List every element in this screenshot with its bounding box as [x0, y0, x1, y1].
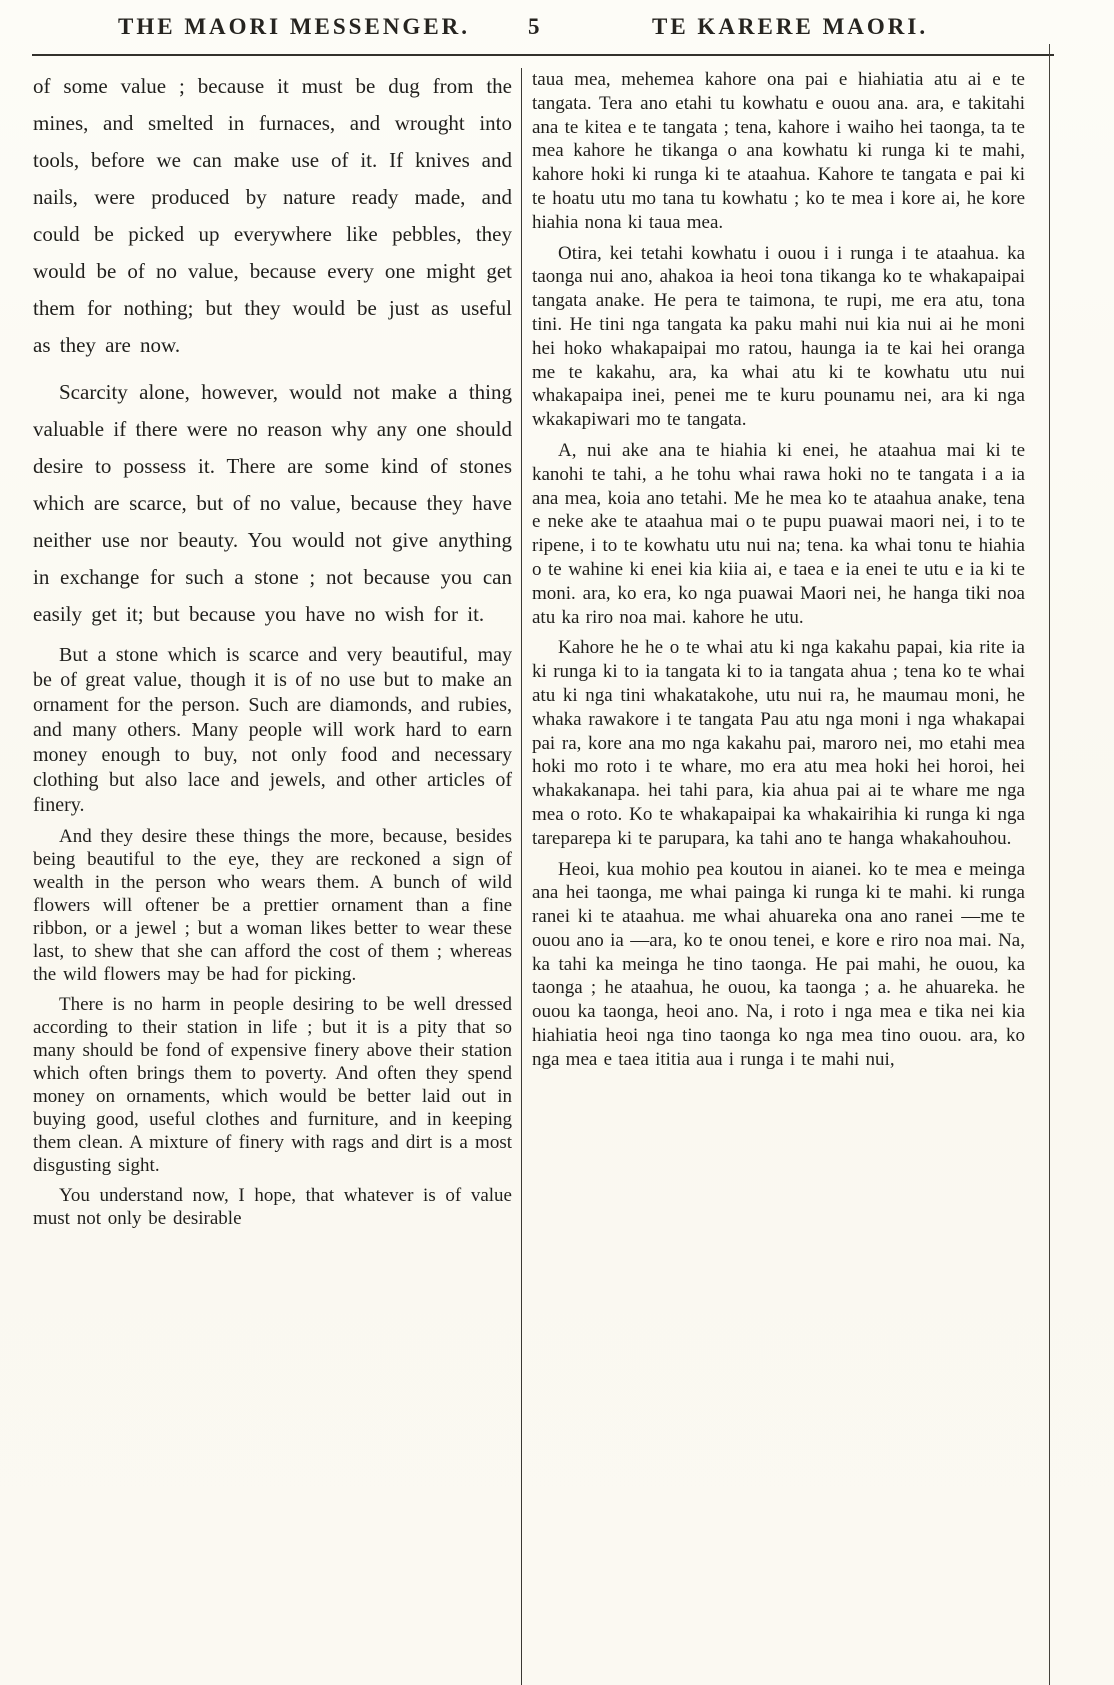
right-edge-rule	[1049, 44, 1050, 1685]
right-column	[523, 68, 1029, 1685]
paragraph: taua mea, mehemea kahore ona pai e hiahiatia atu ai e te tangata. Tera ano etahi tu kowhatu e ouou ana. ara, e takitahi ana te kitea e te tangata ; tena, kahore i waiho hei taonga, ta te mea kahore he tikanga o ana kowhatu ki runga ki te mahi, kahore hoki ki runga ki te ataahua. Kahore te tangata e pai ki te hoatu utu mo tana tu kowhatu ; ko te mea i kore ai, he kore hiahia nona ki taua mea.	[532, 69, 1025, 233]
paragraph: And they desire these things the more, because, besides being beautiful to the eye, they are reckoned a sign of wealth in the person who wears them. A bunch of wild flowers will oftener be a prettier ornament than a fine ribbon, or a jewel ; but a woman likes better to wear these last, to shew that she can afford the cost of them ; whereas the wild flowers may be had for picking.	[33, 826, 512, 985]
left-column	[33, 68, 521, 1685]
column-divider	[521, 68, 522, 1685]
paragraph: Otira, kei tetahi kowhatu i ouou i i runga i te ataahua. ka taonga nui ano, ahakoa ia heoi tona tikanga ko te whakapaipai tangata anake. He pera te taimona, te rupi, me era atu, tona tini. He tini nga tangata ka paku mahi nui kia nui ai he moni hei hoko whakapaipai mo ratou, haunga ia te kai hei oranga me te kakahu, ara, ka whai atu ki te kowhatu utu nui whakapaipa inei, penei me te kuru pounamu nei, ara ki nga wkakapiwari mo te tangata.	[532, 242, 1025, 431]
paragraph: You understand now, I hope, that whatever is of value must not only be desirable	[33, 1185, 512, 1229]
paragraph: Kahore he he o te whai atu ki nga kakahu papai, kia rite ia ki runga ki to ia tangata ki to ia tangata ahua ; tena ko te whai atu ki nga tini whakatakohe, utu nui ra, he maumau moni, he whaka rawakore i te tangata Pau atu nga moni i nga whakapai pai ra, kore ana mo nga kakahu pai, maroro nei, mo etahi mea hoki mo roto i te whare, mo era atu mea hoki hei horoi, hei whakakanapa. hei tahi para, kia ahua pai ai te whare me nga mea o roto. Ko te whakapaipai ka whakairihia ki runga ki nga tareparepa ki te parupara, ka tahi ano te hanga whakahouhou.	[532, 637, 1025, 849]
paragraph: of some value ; because it must be dug from the mines, and smelted in furnaces, and wrought into tools, before we can make use of it. If knives and nails, were produced by nature ready made, and could be picked up everywhere like pebbles, they would be of no value, because every one might get them for nothing; but they would be just as useful as they are now.	[33, 74, 512, 357]
columns	[0, 56, 1114, 1685]
paragraph: A, nui ake ana te hiahia ki enei, he ataahua mai ki te kanohi te tahi, a he tohu whai rawa hoki no te tangata i a ia ana mea, koia ano tetahi. Me he mea ko te ataahua anake, tena e neke ake te ataahua mai o te pupu puawai maori nei, i to te ripene, i to te kowhatu utu nui na; tena. ka whai tonu te hiahia o te wahine ki enei kia kiia ai, e taea e ia enei te utu e ia ki te moni. ara, ko era, ko nga puawai Maori nei, he hanga tiki noa atu ka riro noa mai. kahore he utu.	[532, 439, 1025, 628]
page-number: 5	[528, 14, 540, 39]
paragraph: Scarcity alone, however, would not make a thing valuable if there were no reason why any one should desire to possess it. There are some kind of stones which are scarce, but of no value, because they have neither use nor beauty. You would not give anything in exchange for such a stone ; not because you can easily get it; but because you have no wish for it.	[33, 380, 512, 626]
paragraph: Heoi, kua mohio pea koutou in aianei. ko te mea e meinga ana hei taonga, me whai painga ki runga ki te mahi. ki runga ranei ki te ataahua. me whai ahuareka ona ano ranei —me te ouou ano ia —ara, ko te onou tenei, e kore e riro noa mai. Na, ka tahi ka meinga he tino taonga. He pai mahi, he ouou, ka taonga ; he ataahua, he ouou, ka taonga ; a. he ahuareka. he ouou ka taonga, heoi ano. Na, i roto i nga mea e tika nei kia hiahiatia heoi nga tino taonga ko nga mea tino ouou. ara, ko nga mea e taea ititia aua i runga i te mahi nui,	[532, 858, 1025, 1070]
newspaper-title-english: THE MAORI MESSENGER.	[118, 14, 471, 39]
paragraph: There is no harm in people desiring to be well dressed according to their station in life ; but it is a pity that so many should be fond of expensive finery above their station which often brings them to poverty. And often they spend money on ornaments, which would be better laid out in buying good, useful clothes and furniture, and in keeping them clean. A mixture of finery with rags and dirt is a most disgusting sight.	[33, 994, 512, 1176]
paragraph: But a stone which is scarce and very beautiful, may be of great value, though it is of no use but to make an ornament for the person. Such are diamonds, and rubies, and many others. Many people will work hard to earn money enough to buy, not only food and necessary clothing but also lace and jewels, and other articles of finery.	[33, 644, 512, 816]
masthead	[0, 0, 1114, 54]
newspaper-title-maori: TE KARERE MAORI.	[652, 14, 929, 39]
